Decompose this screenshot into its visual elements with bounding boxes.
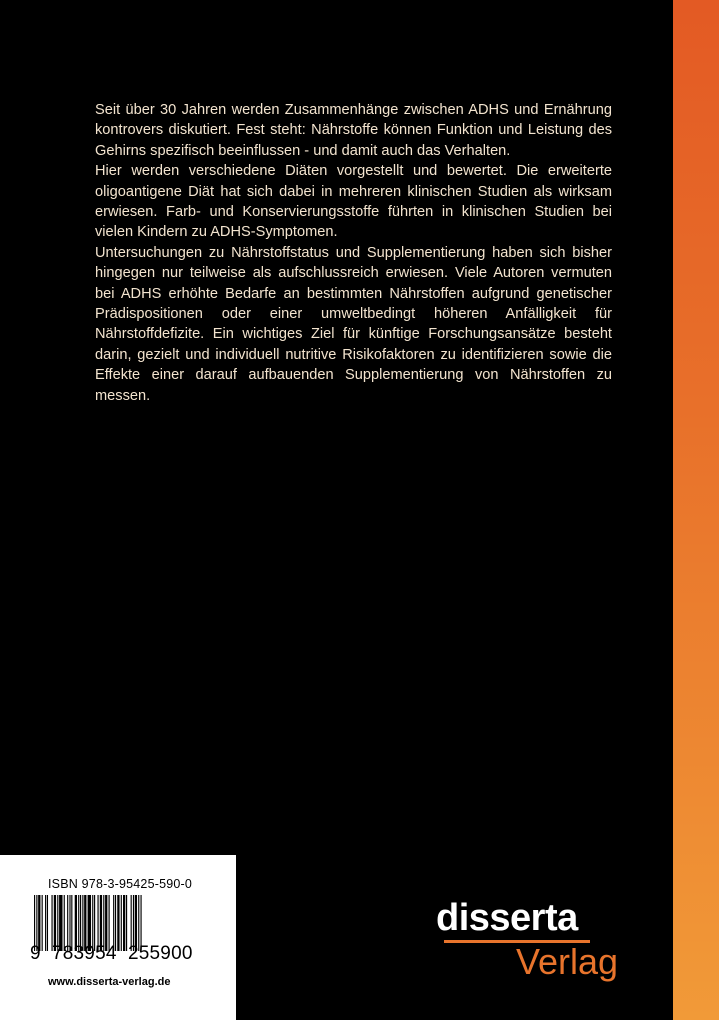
barcode-digits [30, 943, 210, 973]
publisher-name: disserta [436, 897, 578, 939]
publisher-website: www.disserta-verlag.de [48, 976, 171, 988]
back-cover-blurb [95, 100, 612, 406]
publisher-logo [436, 896, 636, 986]
blurb-paragraph-3: Untersuchungen zu Nährstoffstatus und Supplementierung haben sich bisher hingegen nur teilweise als aufschlussreich erwiesen. Viele Autoren vermuten bei ADHS erhöhte Bedarfe an bestimmten Nährstoffen aufgrund genetischer Prädispositionen oder einer umweltbedingt höheren Anfälligkeit für Nährstoffdefizite. Ein wichtiges Ziel für künftige Forschungsansätze besteht darin, gezielt und individuell nutritive Risikofaktoren zu identifizieren sowie die Effekte einer darauf aufbauenden Supplementierung von Nährstoffen zu messen. [95, 244, 612, 404]
barcode-digits-left: 783954 [52, 943, 117, 964]
isbn-panel [0, 855, 236, 1020]
barcode-digit-first: 9 [30, 943, 41, 964]
blurb-paragraph-1: Seit über 30 Jahren werden Zusammenhänge zwischen ADHS und Ernährung kontrovers diskutiert. Fest steht: Nährstoffe können Funktion und Leistung des Gehirns spezifisch beeinflussen - und damit auch das Verhalten. [95, 102, 612, 159]
spine-stripe [673, 0, 719, 1020]
publisher-sub: Verlag [516, 941, 619, 982]
isbn-label: ISBN 978-3-95425-590-0 [48, 877, 193, 891]
barcode-digits-right: 255900 [128, 943, 193, 964]
blurb-paragraph-2: Hier werden verschiedene Diäten vorgestellt und bewertet. Die erweiterte oligoantigene Diät hat sich dabei in mehreren klinischen Studien als wirksam erwiesen. Farb- und Konservierungsstoffe führten in klinischen Studien bei vielen Kindern zu ADHS-Symptomen. [95, 163, 612, 241]
